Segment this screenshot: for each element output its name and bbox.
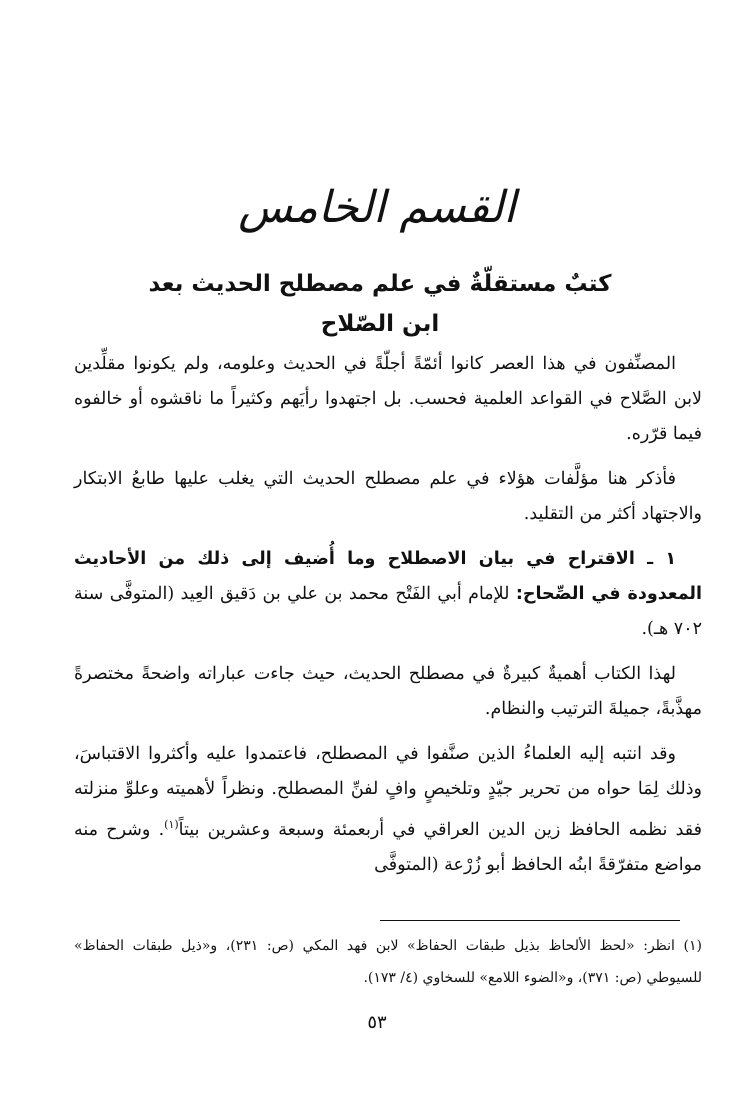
- paragraph-intro: المصنِّفون في هذا العصر كانوا أئمّةً أجلّةً في الحديث وعلومه، ولم يكونوا مقلِّدين لابن الصَّلاح في القواعد العلمية فحسب. بل اجتهدوا رأيَهم وكثيراً ما ناقشوه أو خالفوه فيما قرّره.: [74, 354, 702, 444]
- book-author: للإمام أبي الفَتْح محمد بن علي بن دَقيق العِيد (المتوفَّى سنة ٧٠٢ هـ).: [74, 584, 702, 639]
- book-title: ١ ـ الاقتراح في بيان الاصطلاح وما أُضيف إلى ذلك من الأحاديث المعدودة في الصِّحاح:: [74, 549, 702, 604]
- paragraph-reception: [74, 737, 702, 883]
- reception-text-b: . وشرح منه مواضع متفرّقةً ابنُه الحافظ أبو زُرْعة (المتوفَّى: [74, 819, 702, 875]
- section-title: القسم الخامس: [238, 182, 516, 233]
- footnote-marker: (١): [164, 818, 179, 831]
- reception-text-a: وقد انتبه إليه العلماءُ الذين صنَّفوا في المصطلح، فاعتمدوا عليه وأكثروا الاقتباسَ، وذلك لِمَا حواه من تحرير جيّدٍ وتلخيصٍ وافٍ لفنِّ المصطلح. ونظراً لأهميته وعلوِّ منزلته فقد نظمه الحافظ زين الدين العراقي في أربعمئة وسبعة وعشرين بيتاً: [74, 744, 703, 840]
- body-text: [74, 347, 702, 893]
- page-number: ٥٣: [367, 1012, 387, 1033]
- paragraph-book-entry: [74, 542, 702, 647]
- paragraph-importance: لهذا الكتاب أهميةٌ كبيرةٌ في مصطلح الحديث، حيث جاءت عباراته واضحةً مختصرةً مهذَّبةً، جميلةَ الترتيب والنظام.: [74, 664, 702, 719]
- section-subtitle: كتبٌ مستقلّةٌ في علم مصطلح الحديث بعد ابن الصّلاح: [148, 271, 612, 337]
- paragraph-overview: فأذكر هنا مؤلَّفات هؤلاء في علم مصطلح الحديث التي يغلب عليها طابعُ الابتكار والاجتهاد أكثر من التقليد.: [74, 469, 702, 524]
- footnote-separator: [380, 920, 680, 921]
- footnote: (١) انظر: «لحظ الألحاظ بذيل طبقات الحفاظ» لابن فهد المكي (ص: ٢٣١)، و«ذيل طبقات الحفاظ» للسيوطي (ص: ٣٧١)، و«الضوء اللامع» للسخاوي (٤/ ١٧٣).: [74, 938, 703, 986]
